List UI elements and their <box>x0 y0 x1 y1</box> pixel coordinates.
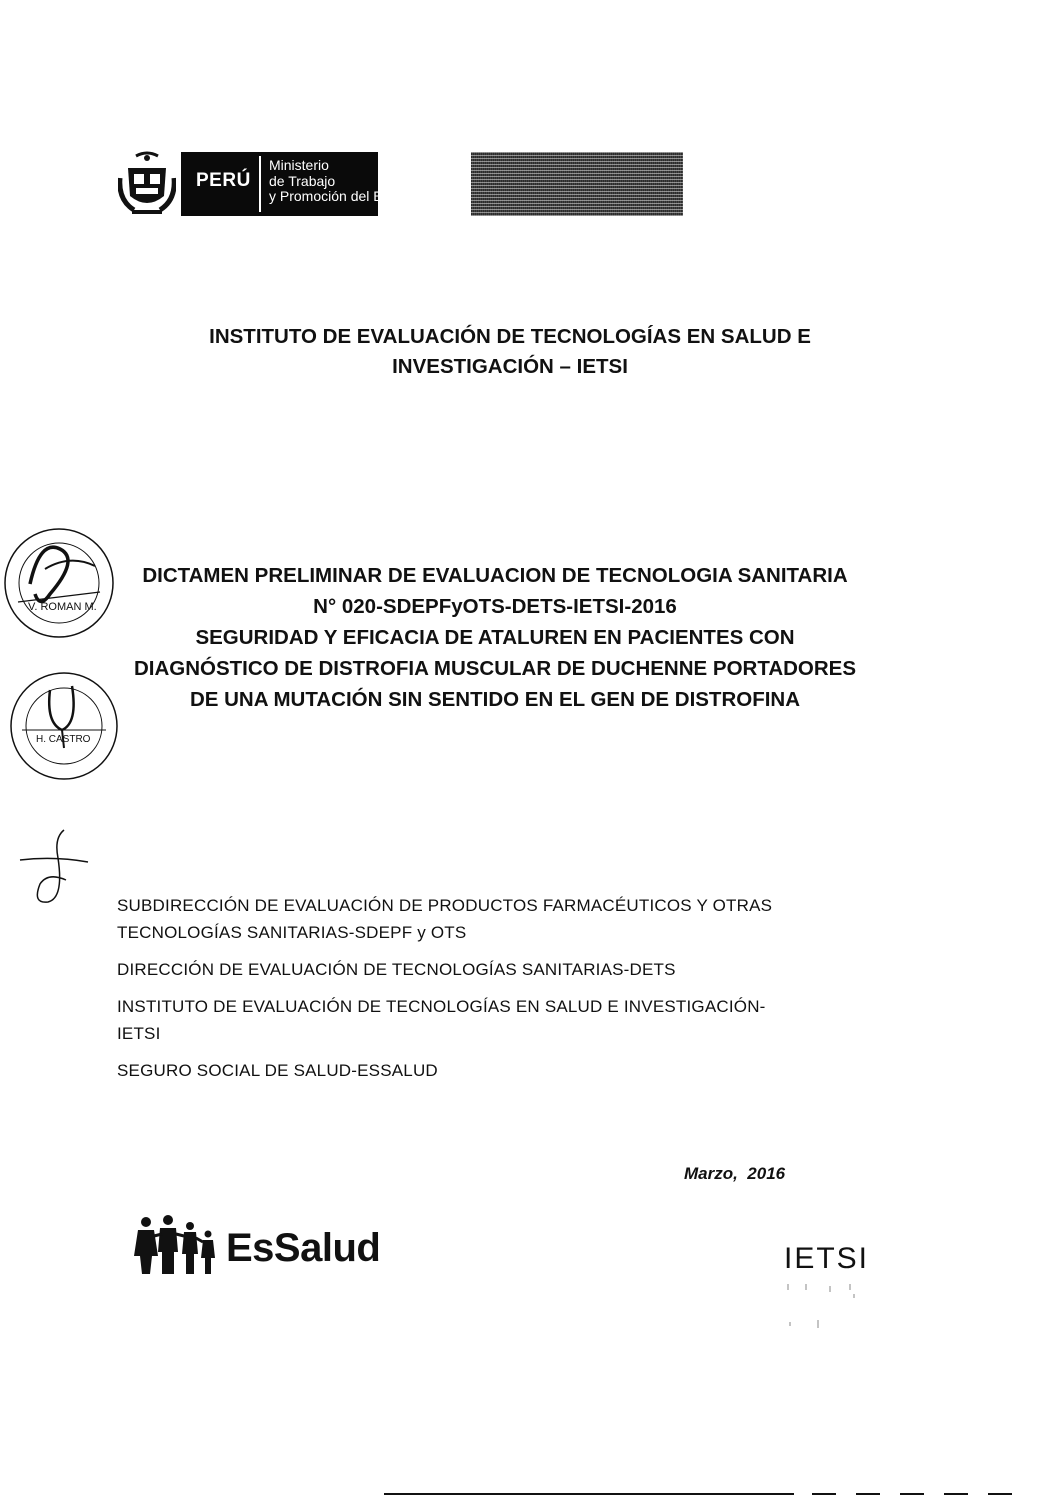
essalud-wordmark: EsSalud <box>226 1226 381 1270</box>
dictamen-line: DE UNA MUTACIÓN SIN SENTIDO EN EL GEN DE DISTROFINA <box>189 688 801 711</box>
ministry-header-logo <box>118 148 683 220</box>
bottom-dashed-rule <box>384 1492 1042 1496</box>
ietsi-logo <box>784 1242 884 1332</box>
dictamen-line: DICTAMEN PRELIMINAR DE EVALUACION DE TECNOLOGIA SANITARIA <box>142 564 848 587</box>
essalud-logo <box>128 1212 418 1282</box>
dictamen-title <box>102 560 888 715</box>
dithered-logo-block <box>471 152 683 216</box>
ministry-name: Ministerio de Trabajo y Promoción del Empleo <box>269 157 421 204</box>
handwritten-signature-mark <box>18 828 90 906</box>
ietsi-faded-tagline-marks <box>784 1280 874 1332</box>
dictamen-line: SEGURIDAD Y EFICACIA DE ATALUREN EN PACIENTES CON <box>195 626 795 649</box>
document-date: Marzo, 2016 <box>684 1164 786 1183</box>
organization-item: SEGURO SOCIAL DE SALUD-ESSALUD <box>117 1061 438 1080</box>
organization-item: SUBDIRECCIÓN DE EVALUACIÓN DE PRODUCTOS FARMACÉUTICOS Y OTRAS TECNOLOGÍAS SANITARIAS-SDEPF y OTS <box>117 896 773 942</box>
logo-divider <box>259 156 261 212</box>
institute-title: INSTITUTO DE EVALUACIÓN DE TECNOLOGÍAS EN SALUD E INVESTIGACIÓN – IETSI <box>209 325 811 378</box>
approval-stamp-1 <box>0 524 118 642</box>
dictamen-line: N° 020-SDEPFyOTS-DETS-IETSI-2016 <box>313 595 677 618</box>
peru-coat-of-arms-icon <box>118 148 176 220</box>
country-label: PERÚ <box>196 170 251 191</box>
ietsi-wordmark: IETSI <box>784 1242 870 1275</box>
family-figures-icon <box>128 1212 238 1276</box>
organization-item: DIRECCIÓN DE EVALUACIÓN DE TECNOLOGÍAS SANITARIAS-DETS <box>117 960 676 979</box>
dictamen-line: DIAGNÓSTICO DE DISTROFIA MUSCULAR DE DUCHENNE PORTADORES <box>133 657 857 680</box>
organization-item: INSTITUTO DE EVALUACIÓN DE TECNOLOGÍAS EN SALUD E INVESTIGACIÓN- IETSI <box>117 997 766 1043</box>
stamp-1-name: V. ROMAN M. <box>28 601 97 613</box>
stamp-2-name: H. CASTRO <box>36 734 91 745</box>
organization-list <box>117 892 897 1094</box>
